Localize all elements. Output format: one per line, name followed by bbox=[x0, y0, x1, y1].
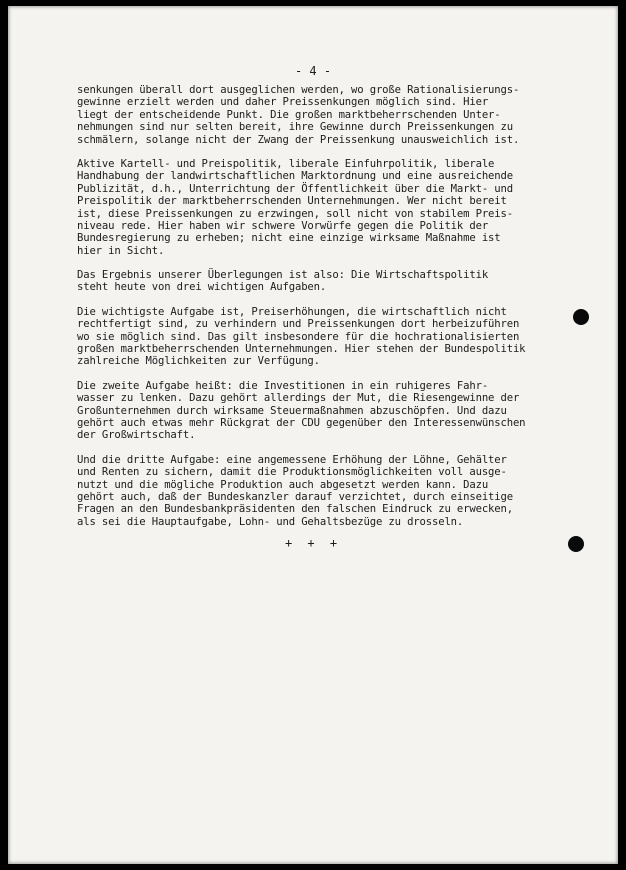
end-marks: + + + bbox=[284, 536, 342, 550]
text-line: wo sie möglich sind. Das gilt insbesondere für die hochrationalisierten bbox=[77, 330, 520, 343]
text-line: rechtfertigt sind, zu verhindern und Preissenkungen dort herbeizuführen bbox=[77, 318, 520, 331]
punch-hole-bottom bbox=[568, 536, 584, 552]
text-line: Das Ergebnis unserer Überlegungen ist also: Die Wirtschaftspolitik bbox=[77, 269, 489, 282]
paragraph bbox=[77, 380, 577, 442]
paragraph bbox=[77, 269, 577, 294]
text-line: gewinne erzielt werden und daher Preissenkungen möglich sind. Hier bbox=[77, 96, 489, 109]
text-line: liegt der entscheidende Punkt. Die großen marktbeherrschenden Unter- bbox=[77, 108, 501, 121]
text-line: gehört auch, daß der Bundeskanzler darauf verzichtet, durch einseitige bbox=[77, 490, 513, 503]
text-line: Die wichtigste Aufgabe ist, Preiserhöhungen, die wirtschaftlich nicht bbox=[77, 305, 507, 318]
text-line: Großunternehmen durch wirksame Steuermaßnahmen abzuschöpfen. Und dazu bbox=[77, 404, 507, 417]
text-line: niveau rede. Hier haben wir schwere Vorwürfe gegen die Politik der bbox=[77, 219, 489, 232]
text-line: Aktive Kartell- und Preispolitik, liberale Einfuhrpolitik, liberale bbox=[77, 157, 495, 170]
text-line: Fragen an den Bundesbankpräsidenten den falschen Eindruck zu erwecken, bbox=[77, 503, 513, 516]
text-line: nehmungen sind nur selten bereit, ihre Gewinne durch Preissenkungen zu bbox=[77, 121, 513, 134]
text-line: ist, diese Preissenkungen zu erzwingen, soll nicht von stabilem Preis- bbox=[77, 207, 513, 220]
text-line: senkungen überall dort ausgeglichen werden, wo große Rationalisierungs- bbox=[77, 84, 520, 96]
text-line: gehört auch etwas mehr Rückgrat der CDU gegenüber den Interessenwünschen bbox=[77, 416, 526, 429]
text-line: großen marktbeherrschenden Unternehmungen. Hier stehen der Bundespolitik bbox=[77, 343, 526, 356]
text-line: nutzt und die mögliche Produktion auch abgesetzt werden kann. Dazu bbox=[77, 478, 489, 491]
text-line: Die zweite Aufgabe heißt: die Investitionen in ein ruhigeres Fahr- bbox=[77, 379, 489, 392]
text-line: Publizität, d.h., Unterrichtung der Öffentlichkeit über die Markt- und bbox=[77, 182, 513, 195]
text-line: und Renten zu sichern, damit die Produktionsmöglichkeiten voll ausge- bbox=[77, 466, 507, 479]
body-text bbox=[77, 84, 577, 540]
text-line: der Großwirtschaft. bbox=[77, 429, 196, 442]
paragraph bbox=[77, 84, 577, 146]
text-line: Preispolitik der marktbeherrschenden Unternehmungen. Wer nicht bereit bbox=[77, 195, 507, 208]
text-line: zahlreiche Möglichkeiten zur Verfügung. bbox=[77, 355, 320, 368]
text-line: schmälern, solange nicht der Zwang der Preissenkung unausweichlich ist. bbox=[77, 133, 520, 146]
text-line: Handhabung der landwirtschaftlichen Marktordnung und eine ausreichende bbox=[77, 170, 513, 183]
text-line: als sei die Hauptaufgabe, Lohn- und Gehaltsbezüge zu drosseln. bbox=[77, 515, 464, 528]
punch-hole-top bbox=[573, 309, 589, 325]
document-page bbox=[8, 6, 618, 864]
text-line: wasser zu lenken. Dazu gehört allerdings der Mut, die Riesengewinne der bbox=[77, 392, 520, 405]
page-number: - 4 - bbox=[294, 64, 332, 78]
text-line: steht heute von drei wichtigen Aufgaben. bbox=[77, 281, 327, 294]
text-line: Bundesregierung zu erheben; nicht eine einzige wirksame Maßnahme ist bbox=[77, 232, 501, 245]
text-line: Und die dritte Aufgabe: eine angemessene Erhöhung der Löhne, Gehälter bbox=[77, 453, 507, 466]
text-line: hier in Sicht. bbox=[77, 244, 165, 257]
paragraph bbox=[77, 306, 577, 368]
paragraph bbox=[77, 454, 577, 528]
paragraph bbox=[77, 158, 577, 257]
